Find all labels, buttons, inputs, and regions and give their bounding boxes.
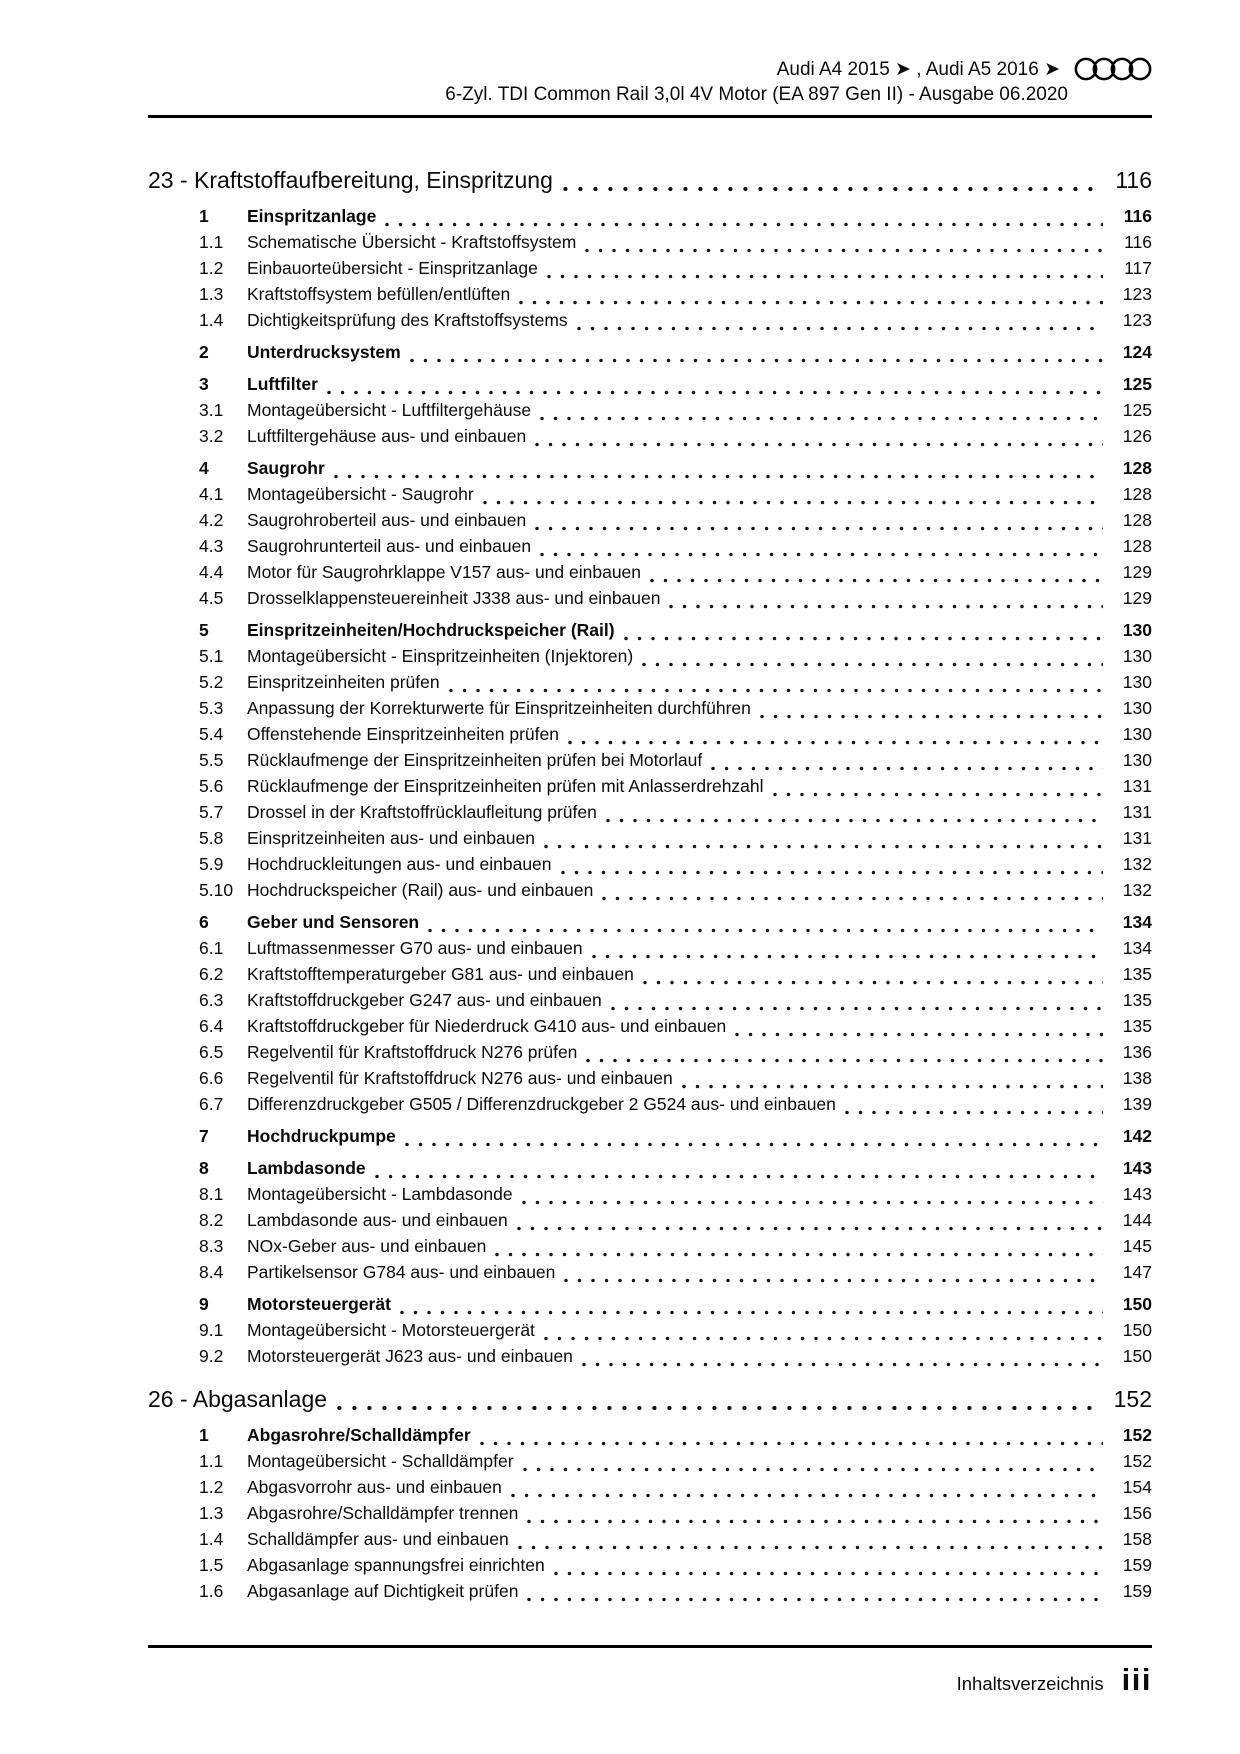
toc-page-number: 125 [1122,400,1152,420]
toc-page-number: 116 [1123,206,1152,226]
toc-page-number: 154 [1122,1477,1152,1497]
toc-entry[interactable] [148,458,1152,484]
toc-page-number: 130 [1122,698,1152,718]
toc-entry-number: 6.7 [199,1094,224,1114]
dot-leader [483,500,1103,505]
toc-entry-title: Lambdasonde aus- und einbauen [247,1210,508,1230]
toc-entry-title: Kraftstoffdruckgeber G247 aus- und einbauen [247,990,602,1010]
toc-entry-number: 4.1 [199,484,224,504]
toc-entry[interactable] [148,1529,1152,1555]
toc-entry-title: Drosselklappensteuereinheit J338 aus- und einbauen [247,588,661,608]
toc-entry-number: 1.5 [199,1555,224,1575]
toc-entry[interactable] [148,484,1152,510]
toc-page-number: 138 [1122,1068,1152,1088]
toc-entry-number: 3.2 [199,426,224,446]
dot-leader [544,1336,1103,1341]
toc-page-number: 123 [1122,310,1152,330]
toc-entry[interactable] [148,284,1152,310]
toc-entry-number: 5.3 [199,698,224,718]
dot-leader [385,222,1103,227]
footer-rule [148,1645,1152,1648]
dot-leader [606,818,1103,823]
dot-leader [511,1493,1103,1498]
toc-page-number: 152 [1122,1425,1152,1445]
toc-entry-title: Dichtigkeitsprüfung des Kraftstoffsystems [247,310,568,330]
toc-entry-number: 7 [199,1126,209,1146]
toc-entry[interactable] [148,1016,1152,1042]
toc-page-number: 131 [1122,802,1152,822]
toc-page-number: 135 [1122,1016,1152,1036]
toc-entry-title: Hochdruckspeicher (Rail) aus- und einbauen [247,880,594,900]
toc-entry-title: Einspritzanlage [247,206,377,226]
toc-entry-number: 5 [199,620,209,640]
toc-entry[interactable] [148,1346,1152,1372]
toc-entry-title: Hochdruckleitungen aus- und einbauen [247,854,552,874]
toc-entry[interactable] [148,1184,1152,1210]
toc-entry-number: 6.1 [199,938,224,958]
toc-entry-title: Einspritzeinheiten/Hochdruckspeicher (Rail) [247,620,615,640]
toc-entry[interactable] [148,854,1152,880]
dot-leader [522,1200,1103,1205]
dot-leader [527,1519,1103,1524]
toc-entry[interactable] [148,1158,1152,1184]
dot-leader [544,844,1103,849]
toc-entry-title: Einspritzeinheiten aus- und einbauen [247,828,535,848]
dot-leader [577,326,1103,331]
toc-page-number: 156 [1122,1503,1152,1523]
toc-entry[interactable] [148,1042,1152,1068]
toc-chapter-label: 26 - Abgasanlage [148,1386,328,1412]
toc-page-number: 134 [1122,912,1152,932]
toc-page-number: 128 [1122,484,1152,504]
dot-leader [669,604,1103,609]
toc-entry[interactable] [148,258,1152,284]
dot-leader [592,954,1103,959]
dot-leader [582,1362,1103,1367]
toc-entry[interactable] [148,938,1152,964]
toc-entry-number: 3.1 [199,400,224,420]
toc-page-number: 116 [1115,167,1152,193]
toc-entry-number: 6 [199,912,209,932]
dot-leader [773,792,1103,797]
toc-entry-title: Motorsteuergerät [247,1294,391,1314]
dot-leader [760,714,1103,719]
dot-leader [643,980,1103,985]
toc-entry-title: Saugrohrunterteil aus- und einbauen [247,536,532,556]
dot-leader [650,578,1103,583]
toc-page-number: 147 [1122,1262,1152,1282]
toc-entry-number: 4.4 [199,562,224,582]
toc-entry-number: 5.7 [199,802,224,822]
toc-entry[interactable] [148,232,1152,258]
toc-page-number: 128 [1122,458,1152,478]
toc-page-number: 143 [1122,1184,1152,1204]
toc-page-number: 139 [1122,1094,1152,1114]
toc-entry[interactable] [148,310,1152,336]
dot-leader [564,1278,1103,1283]
dot-leader [523,1467,1103,1472]
toc-page-number: 135 [1122,990,1152,1010]
toc-entry-number: 8.2 [199,1210,224,1230]
toc-entry[interactable] [148,880,1152,906]
dot-leader [535,442,1103,447]
toc-entry-title: Drossel in der Kraftstoffrücklaufleitung prüfen [247,802,597,822]
toc-entry-title: Abgasanlage auf Dichtigkeit prüfen [247,1581,519,1601]
toc-entry-title: Schematische Übersicht - Kraftstoffsystem [247,232,577,252]
dot-leader [400,1310,1103,1315]
toc-entry-title: Regelventil für Kraftstoffdruck N276 prüfen [247,1042,578,1062]
toc-entry-number: 4.5 [199,588,224,608]
toc-entry[interactable] [148,536,1152,562]
toc-page-number: 130 [1122,750,1152,770]
toc-entry-number: 1.3 [199,1503,224,1523]
toc-entry-number: 5.10 [199,880,234,900]
toc-entry-title: Montageübersicht - Luftfiltergehäuse [247,400,532,420]
toc-page-number: 129 [1122,588,1152,608]
dot-leader [642,662,1103,667]
toc-entry-title: Luftmassenmesser G70 aus- und einbauen [247,938,583,958]
toc-page-number: 131 [1122,828,1152,848]
toc-entry-title: Montageübersicht - Saugrohr [247,484,474,504]
toc-entry[interactable] [148,342,1152,368]
toc-entry-title: Motor für Saugrohrklappe V157 aus- und einbauen [247,562,642,582]
toc-page-number: 124 [1122,342,1152,362]
toc-entry[interactable] [148,964,1152,990]
header-subtitle: 6-Zyl. TDI Common Rail 3,0l 4V Motor (EA 897 Gen II) - Ausgabe 06.2020 [445,84,1068,105]
toc-entry-number: 1.6 [199,1581,224,1601]
toc-entry-number: 8.3 [199,1236,224,1256]
dot-leader [711,766,1103,771]
toc-entry[interactable] [148,620,1152,646]
toc-entry-number: 1 [199,1425,209,1445]
toc-page-number: 126 [1122,426,1152,446]
toc-entry-number: 1.2 [199,258,224,278]
toc-entry-title: Unterdrucksystem [247,342,401,362]
toc-page-number: 144 [1122,1210,1152,1230]
toc-entry-title: Anpassung der Korrekturwerte für Einspritzeinheiten durchführen [247,698,751,718]
dot-leader [586,1058,1103,1063]
audi-rings-icon [1074,54,1152,84]
toc-entry-number: 5.5 [199,750,224,770]
toc-entry-number: 1 [199,206,209,226]
dot-leader [375,1174,1103,1179]
toc-entry-title: Kraftstoffsystem befüllen/entlüften [247,284,511,304]
toc-entry[interactable] [148,510,1152,536]
toc-entry[interactable] [148,1262,1152,1288]
toc-page-number: 136 [1122,1042,1152,1062]
toc-entry[interactable] [148,1451,1152,1477]
dot-leader [535,526,1103,531]
dot-leader [428,928,1103,933]
toc-page-number: 123 [1122,284,1152,304]
toc-entry-title: Einbauorteübersicht - Einspritzanlage [247,258,538,278]
toc-page-number: 150 [1122,1346,1152,1366]
toc-entry[interactable] [148,1210,1152,1236]
header-rule [148,115,1152,118]
dot-leader [449,688,1103,693]
toc-entry-title: Luftfiltergehäuse aus- und einbauen [247,426,527,446]
toc-entry-title: Abgasanlage spannungsfrei einrichten [247,1555,545,1575]
toc-chapter-entry[interactable] [148,1386,1152,1417]
toc-page-number: 130 [1122,672,1152,692]
toc-page-number: 125 [1122,374,1152,394]
toc-entry[interactable] [148,776,1152,802]
footer-page-number: iii [1121,1662,1152,1697]
toc-entry[interactable] [148,1581,1152,1607]
toc-entry-number: 3 [199,374,209,394]
toc-entry[interactable] [148,1126,1152,1152]
toc-entry-title: Partikelsensor G784 aus- und einbauen [247,1262,556,1282]
toc-entry-number: 1.4 [199,310,224,330]
toc-entry[interactable] [148,672,1152,698]
toc-entry-title: Montageübersicht - Motorsteuergerät [247,1320,535,1340]
toc-entry-number: 4.2 [199,510,224,530]
toc-page-number: 150 [1122,1294,1152,1314]
toc-entry-number: 1.4 [199,1529,224,1549]
toc-entry[interactable] [148,1503,1152,1529]
toc-entry[interactable] [148,750,1152,776]
toc-entry-title: Einspritzeinheiten prüfen [247,672,440,692]
toc-entry[interactable] [148,698,1152,724]
dot-leader [334,474,1103,479]
toc-entry-title: Kraftstoffdruckgeber für Niederdruck G410 aus- und einbauen [247,1016,727,1036]
dot-leader [563,186,1100,192]
toc-entry-title: Montageübersicht - Schalldämpfer [247,1451,514,1471]
toc-entry-number: 8.4 [199,1262,224,1282]
toc-entry-number: 4.3 [199,536,224,556]
toc-entry[interactable] [148,1425,1152,1451]
toc-page-number: 159 [1122,1581,1152,1601]
dot-leader [327,390,1103,395]
toc-entry[interactable] [148,400,1152,426]
dot-leader [547,274,1103,279]
dot-leader [568,740,1103,745]
toc-entry-number: 1.1 [199,232,224,252]
toc-page-number: 143 [1122,1158,1152,1178]
toc-entry[interactable] [148,206,1152,232]
toc-page-number: 159 [1122,1555,1152,1575]
toc-entry-title: Montageübersicht - Lambdasonde [247,1184,513,1204]
toc-page-number: 132 [1122,854,1152,874]
footer-label: Inhaltsverzeichnis [956,1673,1104,1694]
dot-leader [540,552,1103,557]
toc-entry-title: Abgasvorrohr aus- und einbauen [247,1477,502,1497]
toc-entry[interactable] [148,426,1152,452]
toc-entry-number: 6.4 [199,1016,224,1036]
toc-page-number: 134 [1122,938,1152,958]
toc-page-number: 130 [1122,620,1152,640]
toc-entry-title: Differenzdruckgeber G505 / Differenzdruckgeber 2 G524 aus- und einbauen [247,1094,836,1114]
toc-entry[interactable] [148,912,1152,938]
toc-entry[interactable] [148,1555,1152,1581]
dot-leader [611,1006,1103,1011]
toc-entry[interactable] [148,646,1152,672]
toc-entry[interactable] [148,1320,1152,1346]
toc-page-number: 129 [1122,562,1152,582]
toc-entry-number: 5.6 [199,776,224,796]
toc-page-number: 130 [1122,724,1152,744]
toc-entry-number: 5.2 [199,672,224,692]
toc-entry[interactable] [148,828,1152,854]
dot-leader [519,300,1103,305]
dot-leader [518,1545,1103,1550]
toc-page-number: 135 [1122,964,1152,984]
toc-entry-number: 9.1 [199,1320,224,1340]
toc-entry-title: Abgasrohre/Schalldämpfer trennen [247,1503,519,1523]
page-footer [148,1645,1152,1698]
toc-entry-number: 6.2 [199,964,224,984]
dot-leader [495,1252,1103,1257]
toc-entry-title: Saugrohr [247,458,325,478]
toc-entry-title: Schalldämpfer aus- und einbauen [247,1529,509,1549]
toc-entry-title: Saugrohroberteil aus- und einbauen [247,510,527,530]
toc-page-number: 150 [1122,1320,1152,1340]
toc-page-number: 128 [1122,536,1152,556]
toc-entry-number: 8.1 [199,1184,224,1204]
toc-entry-title: Offenstehende Einspritzeinheiten prüfen [247,724,559,744]
toc-entry-number: 8 [199,1158,209,1178]
toc-entry-number: 2 [199,342,209,362]
toc-entry[interactable] [148,1068,1152,1094]
dot-leader [554,1571,1103,1576]
toc-entry-number: 6.6 [199,1068,224,1088]
toc-entry[interactable] [148,990,1152,1016]
toc-entry[interactable] [148,374,1152,400]
toc-entry[interactable] [148,1236,1152,1262]
toc-entry[interactable] [148,1477,1152,1503]
toc-entry-title: NOx-Geber aus- und einbauen [247,1236,487,1256]
dot-leader [540,416,1103,421]
toc-page-number: 130 [1122,646,1152,666]
toc-entry[interactable] [148,588,1152,614]
toc-entry-number: 6.3 [199,990,224,1010]
toc-entry-title: Montageübersicht - Einspritzeinheiten (Injektoren) [247,646,634,666]
toc-page-number: 158 [1122,1529,1152,1549]
dot-leader [410,358,1103,363]
toc-entry-number: 1.3 [199,284,224,304]
dot-leader [602,896,1103,901]
dot-leader [517,1226,1103,1231]
toc-entry-number: 5.9 [199,854,224,874]
dot-leader [337,1405,1100,1411]
dot-leader [480,1441,1103,1446]
toc-entry-title: Rücklaufmenge der Einspritzeinheiten prüfen mit Anlasserdrehzahl [247,776,764,796]
toc-page-number: 131 [1122,776,1152,796]
toc-entry-number: 5.1 [199,646,224,666]
toc-entry-number: 5.4 [199,724,224,744]
toc-entry-title: Kraftstofftemperaturgeber G81 aus- und einbauen [247,964,634,984]
header-models-text: Audi A4 2015 ➤ , Audi A5 2016 ➤ [776,58,1060,80]
toc-page-number: 132 [1122,880,1152,900]
toc-chapter-entry[interactable] [148,167,1152,198]
toc-entry-title: Hochdruckpumpe [247,1126,396,1146]
toc-entry-title: Luftfilter [247,374,318,394]
toc-page-number: 152 [1113,1386,1152,1412]
dot-leader [527,1597,1103,1602]
toc-page-number: 152 [1122,1451,1152,1471]
toc-entry-title: Abgasrohre/Schalldämpfer [247,1425,471,1445]
toc-entry[interactable] [148,562,1152,588]
toc-entry-number: 6.5 [199,1042,224,1062]
dot-leader [624,636,1103,641]
toc-entry-title: Lambdasonde [247,1158,366,1178]
dot-leader [845,1110,1103,1115]
toc-chapter-label: 23 - Kraftstoffaufbereitung, Einspritzung [148,167,553,193]
toc-entry[interactable] [148,802,1152,828]
footer-line [148,1662,1152,1698]
toc-entry-title: Regelventil für Kraftstoffdruck N276 aus- und einbauen [247,1068,673,1088]
toc-entry[interactable] [148,1294,1152,1320]
toc-entry[interactable] [148,724,1152,750]
page-header [148,0,1152,118]
dot-leader [682,1084,1103,1089]
dot-leader [561,870,1103,875]
toc [148,167,1152,1607]
toc-entry-number: 9 [199,1294,209,1314]
dot-leader [735,1032,1103,1037]
dot-leader [405,1142,1103,1147]
toc-entry[interactable] [148,1094,1152,1120]
toc-entry-title: Geber und Sensoren [247,912,420,932]
toc-page-number: 142 [1122,1126,1152,1146]
toc-entry-title: Rücklaufmenge der Einspritzeinheiten prüfen bei Motorlauf [247,750,703,770]
toc-entry-number: 1.1 [199,1451,224,1471]
toc-page-number: 117 [1124,258,1152,278]
toc-page-number: 145 [1122,1236,1152,1256]
toc-entry-number: 1.2 [199,1477,224,1497]
dot-leader [585,248,1103,253]
toc-entry-number: 4 [199,458,209,478]
toc-page-number: 116 [1124,232,1152,252]
toc-page-number: 128 [1122,510,1152,530]
toc-entry-number: 5.8 [199,828,224,848]
toc-entry-title: Motorsteuergerät J623 aus- und einbauen [247,1346,573,1366]
toc-entry-number: 9.2 [199,1346,224,1366]
header-models-line [148,54,1152,84]
